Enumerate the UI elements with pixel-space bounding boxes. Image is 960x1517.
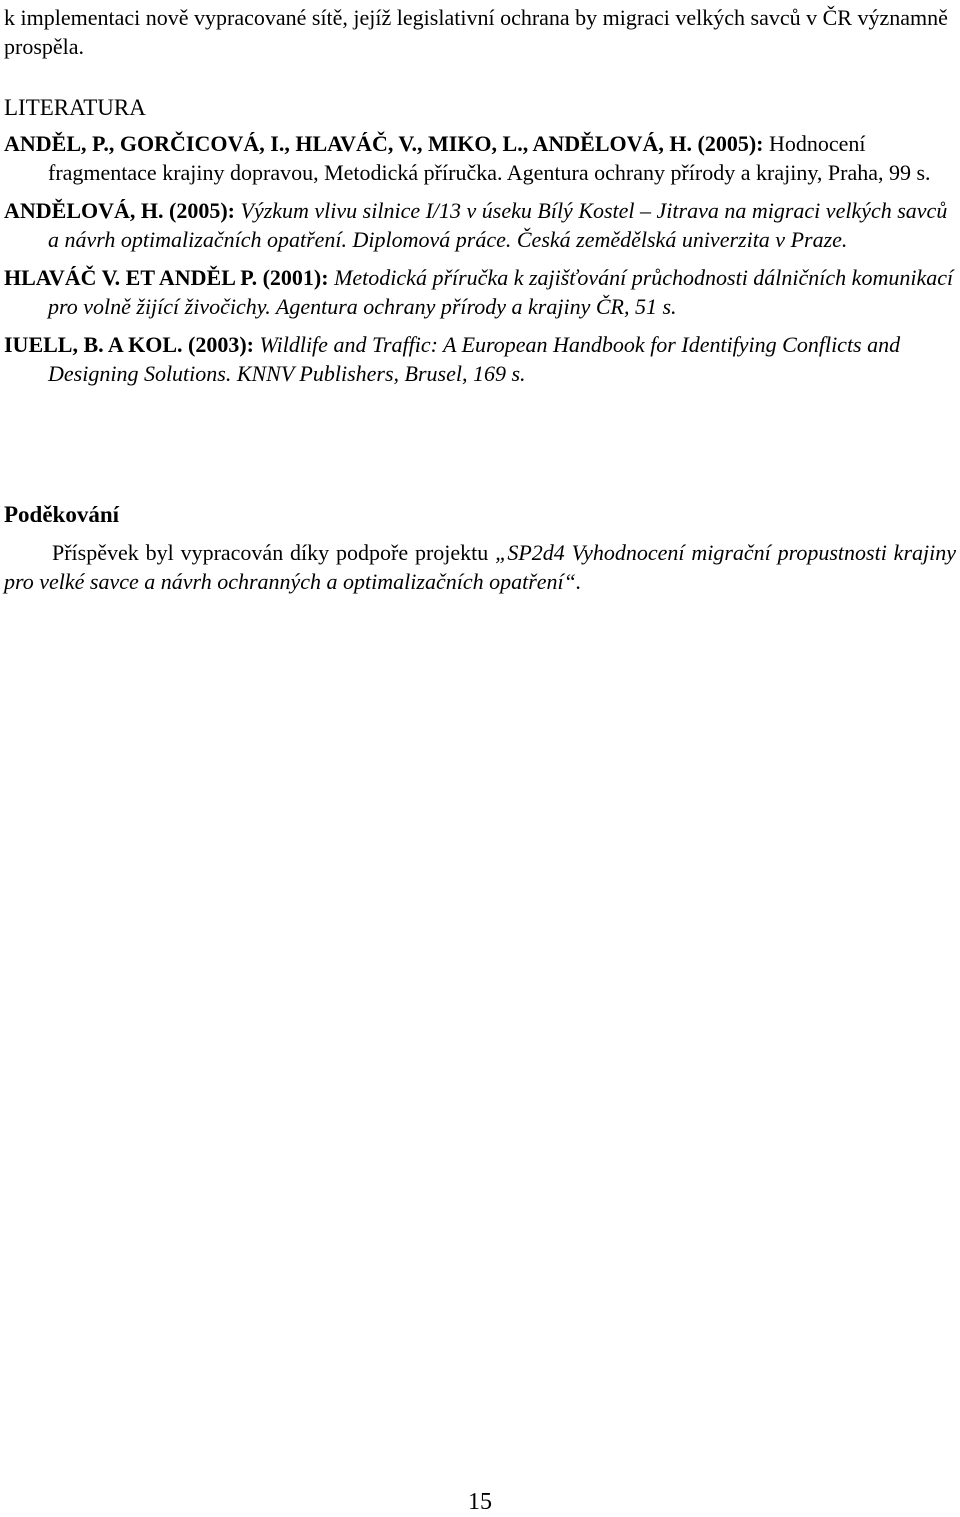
acknowledgement-project: „SP2d4 Vyhodnocení migrační propustnosti krajiny pro velké savce a návrh ochranných a optimalizačních opatření“. — [4, 540, 956, 594]
reference-year: (2005): — [697, 131, 764, 156]
reference-year: (2001): — [262, 265, 329, 290]
intro-paragraph: k implementaci nově vypracované sítě, jejíž legislativní ochrana by migraci velkých savců v ČR významně prospěla. — [4, 5, 948, 59]
reference-item — [4, 263, 956, 321]
reference-year: (2003): — [188, 332, 254, 357]
reference-title: Metodická příručka k zajišťování průchodnosti dálničních komunikací pro volně žijící živočichy. Agentura ochrany přírody a krajiny ČR, 51 s. — [48, 265, 954, 319]
reference-item — [4, 129, 956, 187]
acknowledgement-heading: Poděkování — [4, 502, 120, 527]
literature-heading: LITERATURA — [4, 95, 146, 120]
reference-title: Výzkum vlivu silnice I/13 v úseku Bílý Kostel – Jitrava na migraci velkých savců a návrh optimalizačních opatření. Diplomová práce. Česká zemědělská univerzita v Praze. — [48, 198, 948, 252]
page-number: 15 — [468, 1489, 492, 1515]
reference-authors: ANDĚLOVÁ, H. — [4, 198, 164, 223]
reference-title: Hodnocení fragmentace krajiny dopravou, Metodická příručka. Agentura ochrany přírody a krajiny, Praha, 99 s. — [48, 131, 931, 185]
acknowledgement-paragraph — [4, 538, 956, 596]
acknowledgement-lead: Příspěvek byl vypracován díky podpoře projektu — [52, 540, 496, 565]
reference-list — [4, 129, 956, 397]
reference-year: (2005): — [169, 198, 235, 223]
reference-authors: ANDĚL, P., GORČICOVÁ, I., HLAVÁČ, V., MIKO, L., ANDĚLOVÁ, H. — [4, 131, 693, 156]
reference-authors: IUELL, B. A KOL. — [4, 332, 183, 357]
reference-title: Wildlife and Traffic: A European Handbook for Identifying Conflicts and Designing Solutions. KNNV Publishers, Brusel, 169 s. — [48, 332, 901, 386]
reference-item — [4, 330, 956, 388]
reference-item — [4, 196, 956, 254]
reference-authors: HLAVÁČ V. ET ANDĚL P. — [4, 265, 258, 290]
